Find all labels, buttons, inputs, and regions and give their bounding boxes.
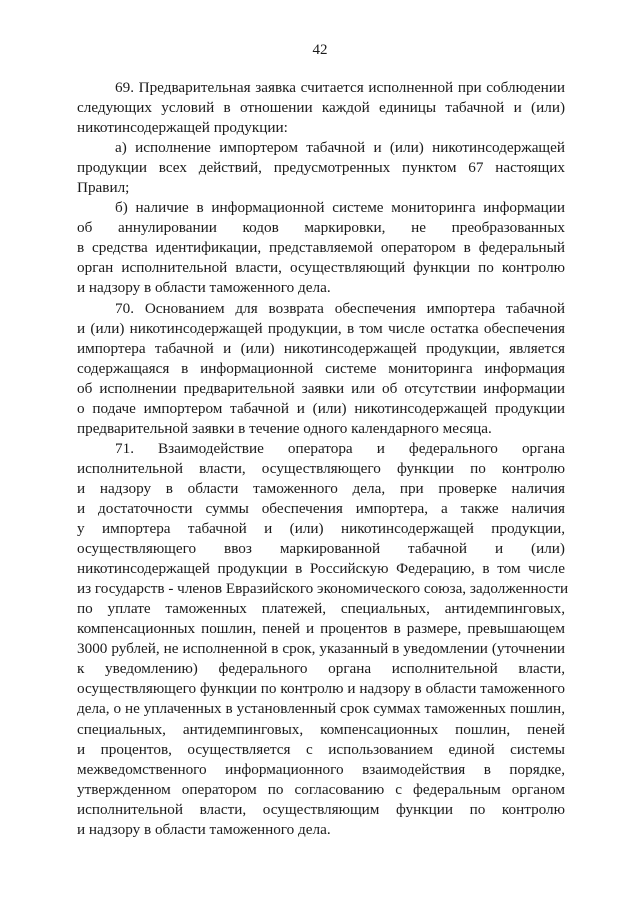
text-line: б) наличие в информационной системе мониторинга информации (115, 199, 565, 217)
text-line: и надзору в области таможенного дела, при проверке наличия (77, 479, 565, 497)
text-line: компенсационных пошлин, пеней и процентов в размере, превышающем (77, 620, 565, 638)
text-line: Правил; (77, 179, 130, 197)
text-line: исполнительной власти, осуществляющего функции по контролю (77, 459, 565, 477)
text-line: предварительной заявки в течение одного календарного месяца. (77, 419, 492, 437)
text-line: дела, о не уплаченных в установленный срок суммах таможенных пошлин, (77, 700, 565, 718)
text-line: и надзору в области таможенного дела. (77, 279, 331, 297)
text-line: никотинсодержащей продукции в Российскую Федерацию, в том числе (77, 560, 565, 578)
text-line: специальных, антидемпинговых, компенсационных пошлин, пеней (77, 720, 565, 738)
text-line: по уплате таможенных платежей, специальных, антидемпинговых, (77, 600, 565, 618)
text-line: содержащаяся в информационной системе мониторинга информация (77, 359, 565, 377)
text-line: о подаче импортером табачной и (или) никотинсодержащей продукции (77, 399, 565, 417)
text-line: осуществляющего функции по контролю и надзору в области таможенного (77, 680, 565, 698)
text-line: межведомственного информационного взаимодействия в порядке, (77, 760, 565, 778)
text-line: 3000 рублей, не исполненной в срок, указанный в уведомлении (уточнении (77, 640, 565, 658)
text-line: осуществляющего ввоз маркированной табачной и (или) (77, 540, 565, 558)
text-line: у импортера табачной и (или) никотинсодержащей продукции, (77, 520, 565, 538)
text-line: а) исполнение импортером табачной и (или) никотинсодержащей (115, 139, 565, 157)
text-line: утвержденном оператором по согласованию с федеральным органом (77, 780, 565, 798)
text-line: исполнительной власти, осуществляющим функции по контролю (77, 800, 565, 818)
text-line: продукции всех действий, предусмотренных пунктом 67 настоящих (77, 159, 565, 177)
page-number: 42 (312, 42, 328, 58)
text-line: и (или) никотинсодержащей продукции, в том числе остатка обеспечения (77, 319, 565, 337)
text-line: 69. Предварительная заявка считается исполненной при соблюдении (115, 79, 565, 96)
text-line: из государств - членов Евразийского экономического союза, задолженности (77, 580, 569, 598)
text-line: и процентов, осуществляется с использованием единой системы (77, 740, 565, 758)
document-body (77, 78, 569, 840)
text-line: об исполнении предварительной заявки или об отсутствии информации (77, 379, 565, 397)
text-line: 70. Основанием для возврата обеспечения импортера табачной (115, 299, 565, 317)
text-line: следующих условий в отношении каждой единицы табачной и (или) (77, 99, 565, 117)
text-line: никотинсодержащей продукции: (77, 119, 288, 137)
text-line: об аннулировании кодов маркировки, не преобразованных (77, 219, 565, 237)
text-line: к уведомлению) федерального органа исполнительной власти, (77, 660, 565, 678)
text-line: 71. Взаимодействие оператора и федерального органа (115, 439, 565, 457)
text-line: и надзору в области таможенного дела. (77, 820, 331, 838)
text-line: импортера табачной и (или) никотинсодержащей продукции, является (77, 339, 565, 357)
text-line: и достаточности суммы обеспечения импортера, а также наличия (77, 499, 565, 517)
text-line: орган исполнительной власти, осуществляющий функции по контролю (77, 259, 565, 277)
text-line: в средства идентификации, представляемой оператором в федеральный (77, 239, 565, 257)
